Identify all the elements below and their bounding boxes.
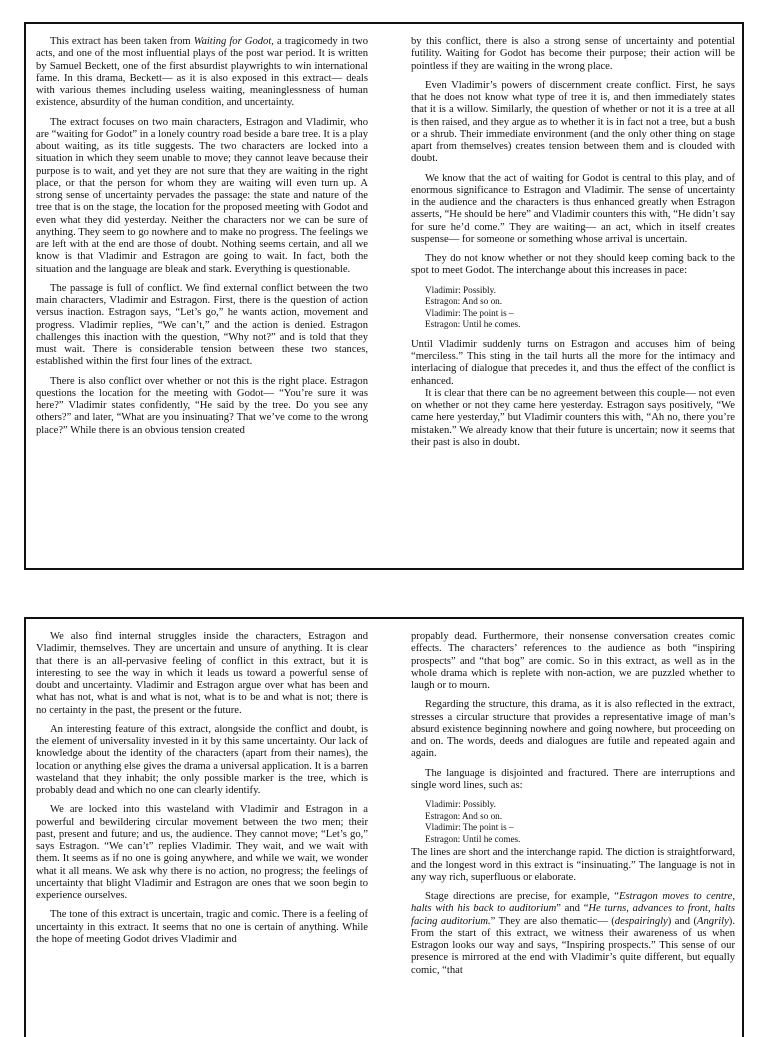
paragraph: There is also conflict over whether or not this is the right place. Estragon questions the location for the meeting with Godot— “You’re sure it was here?” Vladimir states confidently, “He said by the tree. Do you see any others?” and later, “What are you insinuating? That we’ve come to the wrong place?” While there is an obvious tension created <box>36 375 368 436</box>
paragraph: by this conflict, there is also a strong sense of uncertainty and potential futility. Waiting for Godot has become their purpose; their action will be pointless if they are waiting in the wrong place. <box>411 36 735 72</box>
dialogue-line: Vladimir: The point is – <box>425 822 514 833</box>
paragraph: They do not know whether or not they should keep coming back to the spot to meet Godot. The interchange about this increases in pace: <box>411 253 735 277</box>
dialogue-line: Estragon: Until he comes. <box>425 319 521 330</box>
paragraph: This extract has been taken from Waiting for Godot, a tragicomedy in two acts, and one of the most influential plays of the post war period. It is written by Samuel Beckett, one of the first absurdist playwrights to win international fame. In this drama, Beckett— as it is also exposed in this extract— deals with various themes including useless waiting, meaninglessness of human existence, absurdity of the human condition, and uncertainty. <box>36 36 368 109</box>
paragraph: Even Vladimir’s powers of discernment create conflict. First, he says that he does not know what type of tree it is, and then immediately states that it is a willow. Similarly, the question of whether or not it is a tree at all is then raised, and they argue as to whether it is in fact not a tree, but a bush or a shrub. Their immediate environment (and the only other thing on stage apart from themselves) creates tension between them and is clouded with doubt. <box>411 79 735 165</box>
dialogue-line: Vladimir: Possibly. <box>425 799 496 809</box>
paragraph: The passage is full of conflict. We find external conflict between the two main characters, Vladimir and Estragon. First, there is the question of action versus inaction. Estragon says, “Let’s go,” he wants action, movement and progress. Vladimir replies, “We can’t,” and the action is denied. Estragon challenges this inaction with the question, “Why not?” and is told that they must wait. There is considerable tension between these two stances, established within the first four lines of the extract. <box>36 282 368 368</box>
play-title: Waiting for Godot, <box>193 36 274 47</box>
dialogue-excerpt <box>425 799 735 845</box>
paragraph: Stage directions are precise, for example, “Estragon moves to centre, halts with his back to auditorium” and “He turns, advances to front, halts facing auditorium.” They are also thematic— (despairingly) and (Angrily). From the start of this extract, we witness their awareness of us when Estragon looks our way and says, “Inspiring prospects.” This sense of our presence is mirrored at the end with Vladimir’s quite different, but equally comic, “that <box>411 891 735 976</box>
dialogue-line: Estragon: And so on. <box>425 810 503 821</box>
paragraph: The lines are short and the interchange rapid. The diction is straightforward, and the longest word in this extract is “insinuating.” The language is not in any way rich, superfluous or elaborate. <box>411 847 735 883</box>
page2-right-column <box>411 631 735 984</box>
dialogue-line: Estragon: Until he comes. <box>425 833 521 844</box>
stage-direction: Angrily <box>697 915 729 927</box>
paragraph: The extract focuses on two main characters, Estragon and Vladimir, who are “waiting for Godot” in a lonely country road beside a bare tree. It is a play about waiting, as its title suggests. The two characters are locked into a situation in which they seem unable to move; they cannot leave because their purpose is to wait, and yet they are not sure that they are waiting in the right place, or that the person for whom they are waiting will even turn up. A strong sense of uncertainty pervades the passage: the state and nature of the tree that is on the stage, the location for the proposed meeting with Godot and even what they did yesterday. Neither the characters nor we can be sure of anything. They seem to go nowhere and to make no progress. The feelings we are left with at the end are those of doubt. Nothing seems certain, and all we know is that Vladimir and Estragon are going to wait. In fact, both the situation and the language are bleak and stark. Everything is questionable. <box>36 116 368 275</box>
document-page-1 <box>24 22 744 570</box>
stage-direction: Estragon moves to centre, halts with his back to auditorium <box>411 891 735 915</box>
paragraph: We are locked into this wasteland with Vladimir and Estragon in a powerful and bewildering circular movement between the two men; their past, present and future; and us, the audience. They cannot move; “Let’s go,” says Estragon. “We can’t” replies Vladimir. They wait, and we wait with them. It seems as if no one is going anywhere, and while we wait, we wonder what it all means. We ask why there is no action, no progress; the feelings of uncertainty that blight Vladimir and Estragon are ones that we soon begin to experience ourselves. <box>36 804 368 901</box>
paragraph: It is clear that there can be no agreement between this couple— not even on whether or not they came here yesterday. Estragon says positively, “We came here yesterday,” but Vladimir counters this with, “Ah no, there you’re mistaken.” We already know that their future is uncertain; now it seems that their past is also in doubt. <box>411 387 735 448</box>
dialogue-line: Vladimir: The point is – <box>425 307 514 318</box>
paragraph: The language is disjointed and fractured. There are interruptions and single word lines, such as: <box>411 767 735 791</box>
document-page-2 <box>24 617 744 1037</box>
paragraph: We also find internal struggles inside the characters, Estragon and Vladimir, themselves. They are uncertain and unsure of anything. It is clear that there is an all-pervasive feeling of conflict in this extract, but it is interesting to see the way in which it leads us toward a powerful sense of doubt and uncertainty. Vladimir and Estragon argue over what has been and what has not, what is and what is not, what is to be and what is not; there is no certainty in the past, the present or the future. <box>36 631 368 716</box>
page1-left-column <box>36 36 368 444</box>
page2-left-column <box>36 631 368 953</box>
dialogue-excerpt <box>425 285 735 331</box>
page1-right-column <box>411 36 735 449</box>
dialogue-line: Estragon: And so on. <box>425 296 503 307</box>
paragraph: Until Vladimir suddenly turns on Estragon and accuses him of being “merciless.” This sting in the tail hurts all the more for the intimacy and interlacing of dialogue that precedes it, and thus the effect of the conflict is enhanced. <box>411 338 735 387</box>
paragraph: Regarding the structure, this drama, as it is also reflected in the extract, stresses a circular structure that provides a representative image of man’s absurd existence beginning nowhere and going nowhere, but proceeding on and on. The words, deeds and dialogues are futile and repeated again and again. <box>411 699 735 760</box>
paragraph: The tone of this extract is uncertain, tragic and comic. There is a feeling of uncertainty in this extract. It seems that no one is certain of anything. While the hope of meeting Godot drives Vladimir and <box>36 909 368 945</box>
paragraph: An interesting feature of this extract, alongside the conflict and doubt, is the element of universality invested in it by this same uncertainty. Our lack of knowledge about the identity of the characters (apart from their names), the location or anything else gives the drama a universal application. It is a barren wasteland that they inhabit; the only possible marker is the tree, which is probably dead and which no one can clearly identify. <box>36 723 368 796</box>
dialogue-line: Vladimir: Possibly. <box>425 284 496 295</box>
paragraph: propably dead. Furthermore, their nonsense conversation creates comic effects. The characters’ references to the audience as both “inspiring prospects” and “that bog” are comic. So in this extract, as well as in the whole drama which is replete with non-action, we are puzzled whether to laugh or to mourn. <box>411 631 735 691</box>
paragraph: We know that the act of waiting for Godot is central to this play, and of enormous significance to Estragon and Vladimir. The sense of uncertainty in the audience and the characters is thus enhanced greatly when Estragon asserts, “He should be here” and Vladimir counters this with, “He didn’t say for sure he’d come.” They are waiting— an act, which in itself creates suspense— for someone or something whose arrival is uncertain. <box>411 172 735 245</box>
stage-direction: He turns, advances to front, halts facing auditorium. <box>411 903 735 927</box>
stage-direction: despairingly <box>614 915 668 927</box>
